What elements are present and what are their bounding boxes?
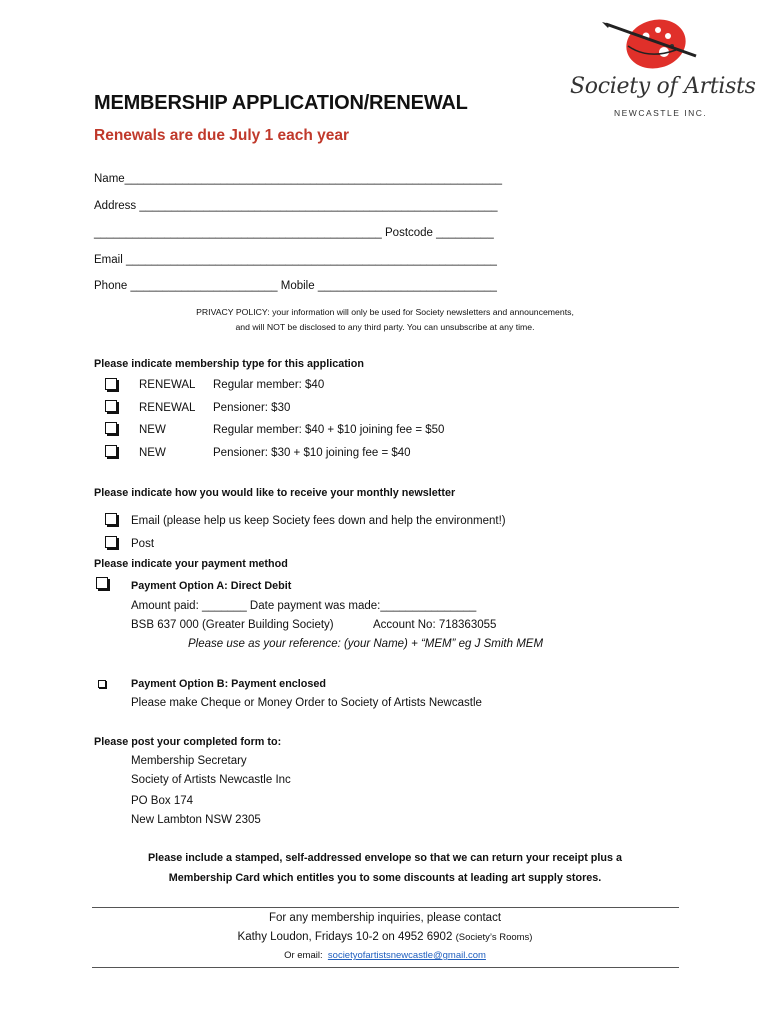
post-heading: Please post your completed form to: bbox=[94, 736, 282, 748]
footer-contact bbox=[94, 931, 676, 943]
email-field[interactable]: Email __________________________________________________________ bbox=[94, 254, 497, 266]
renewal-notice: Renewals are due July 1 each year bbox=[94, 127, 350, 144]
newsletter-option-post: Post bbox=[131, 538, 155, 550]
footer-email-link[interactable]: societyofartistsnewcastle@gmail.com bbox=[327, 950, 486, 961]
post-address-line: Society of Artists Newcastle Inc bbox=[131, 774, 291, 786]
membership-heading: Please indicate membership type for this application bbox=[94, 358, 364, 370]
membership-desc: Regular member: $40 + $10 joining fee = $50 bbox=[213, 424, 445, 436]
payment-option-a-title: Payment Option A: Direct Debit bbox=[131, 580, 292, 592]
society-logo-palette-icon bbox=[568, 12, 748, 122]
privacy-policy-line2: and will NOT be disclosed to any third party. You can unsubscribe at any time. bbox=[235, 322, 535, 332]
membership-checkbox[interactable] bbox=[105, 422, 117, 434]
postcode-field[interactable]: _____________________________________________ Postcode _________ bbox=[94, 227, 494, 239]
membership-type: RENEWAL bbox=[139, 402, 196, 414]
envelope-note-line1: Please include a stamped, self-addressed envelope so that we can return your receipt plus a bbox=[147, 852, 623, 864]
footer-divider-bottom bbox=[92, 967, 679, 968]
post-address-line: New Lambton NSW 2305 bbox=[131, 814, 261, 826]
footer-contact-note: (Society’s Rooms) bbox=[455, 932, 533, 943]
footer-email-label: Or email: bbox=[284, 950, 323, 961]
footer-divider-top bbox=[92, 907, 679, 908]
bsb-details: BSB 637 000 (Greater Building Society) bbox=[131, 619, 334, 631]
payment-reference: Please use as your reference: (your Name) + “MEM” eg J Smith MEM bbox=[188, 638, 544, 650]
footer-email-row bbox=[94, 950, 676, 961]
phone-mobile-field[interactable]: Phone _______________________ Mobile ____________________________ bbox=[94, 280, 497, 292]
membership-checkbox[interactable] bbox=[105, 400, 117, 412]
payment-option-b-checkbox[interactable] bbox=[98, 680, 106, 688]
post-address-line: PO Box 174 bbox=[131, 795, 194, 807]
membership-checkbox[interactable] bbox=[105, 378, 117, 390]
account-number: Account No: 718363055 bbox=[373, 619, 497, 631]
membership-desc: Pensioner: $30 + $10 joining fee = $40 bbox=[213, 447, 411, 459]
newsletter-checkbox[interactable] bbox=[105, 513, 117, 525]
membership-type: NEW bbox=[139, 447, 166, 459]
envelope-note-line2: Membership Card which entitles you to some discounts at leading art supply stores. bbox=[168, 872, 602, 884]
membership-desc: Pensioner: $30 bbox=[213, 402, 291, 414]
logo-subtitle: NEWCASTLE INC. bbox=[614, 108, 708, 118]
payment-option-b-title: Payment Option B: Payment enclosed bbox=[131, 678, 326, 690]
logo-name: Society of Artists bbox=[570, 74, 756, 99]
payment-heading: Please indicate your payment method bbox=[94, 558, 288, 570]
membership-type: RENEWAL bbox=[139, 379, 196, 391]
payment-option-a-checkbox[interactable] bbox=[96, 577, 108, 589]
page-title: MEMBERSHIP APPLICATION/RENEWAL bbox=[94, 92, 468, 114]
name-field[interactable]: Name___________________________________________________________ bbox=[94, 173, 503, 185]
newsletter-checkbox[interactable] bbox=[105, 536, 117, 548]
newsletter-heading: Please indicate how you would like to receive your monthly newsletter bbox=[94, 487, 456, 499]
post-address-line: Membership Secretary bbox=[131, 755, 247, 767]
privacy-policy-line1: PRIVACY POLICY: your information will only be used for Society newsletters and announcements, bbox=[196, 307, 574, 317]
membership-type: NEW bbox=[139, 424, 166, 436]
address-field[interactable]: Address ________________________________________________________ bbox=[94, 200, 498, 212]
newsletter-option-email: Email (please help us keep Society fees down and help the environment!) bbox=[131, 515, 506, 527]
membership-desc: Regular member: $40 bbox=[213, 379, 325, 391]
cheque-instructions: Please make Cheque or Money Order to Society of Artists Newcastle bbox=[131, 697, 482, 709]
footer-inquiries: For any membership inquiries, please contact bbox=[268, 912, 502, 924]
footer-contact-name: Kathy Loudon, Fridays 10-2 on 4952 6902 bbox=[237, 931, 453, 943]
amount-paid-line[interactable]: Amount paid: _______ Date payment was made:_______________ bbox=[131, 600, 477, 612]
membership-checkbox[interactable] bbox=[105, 445, 117, 457]
